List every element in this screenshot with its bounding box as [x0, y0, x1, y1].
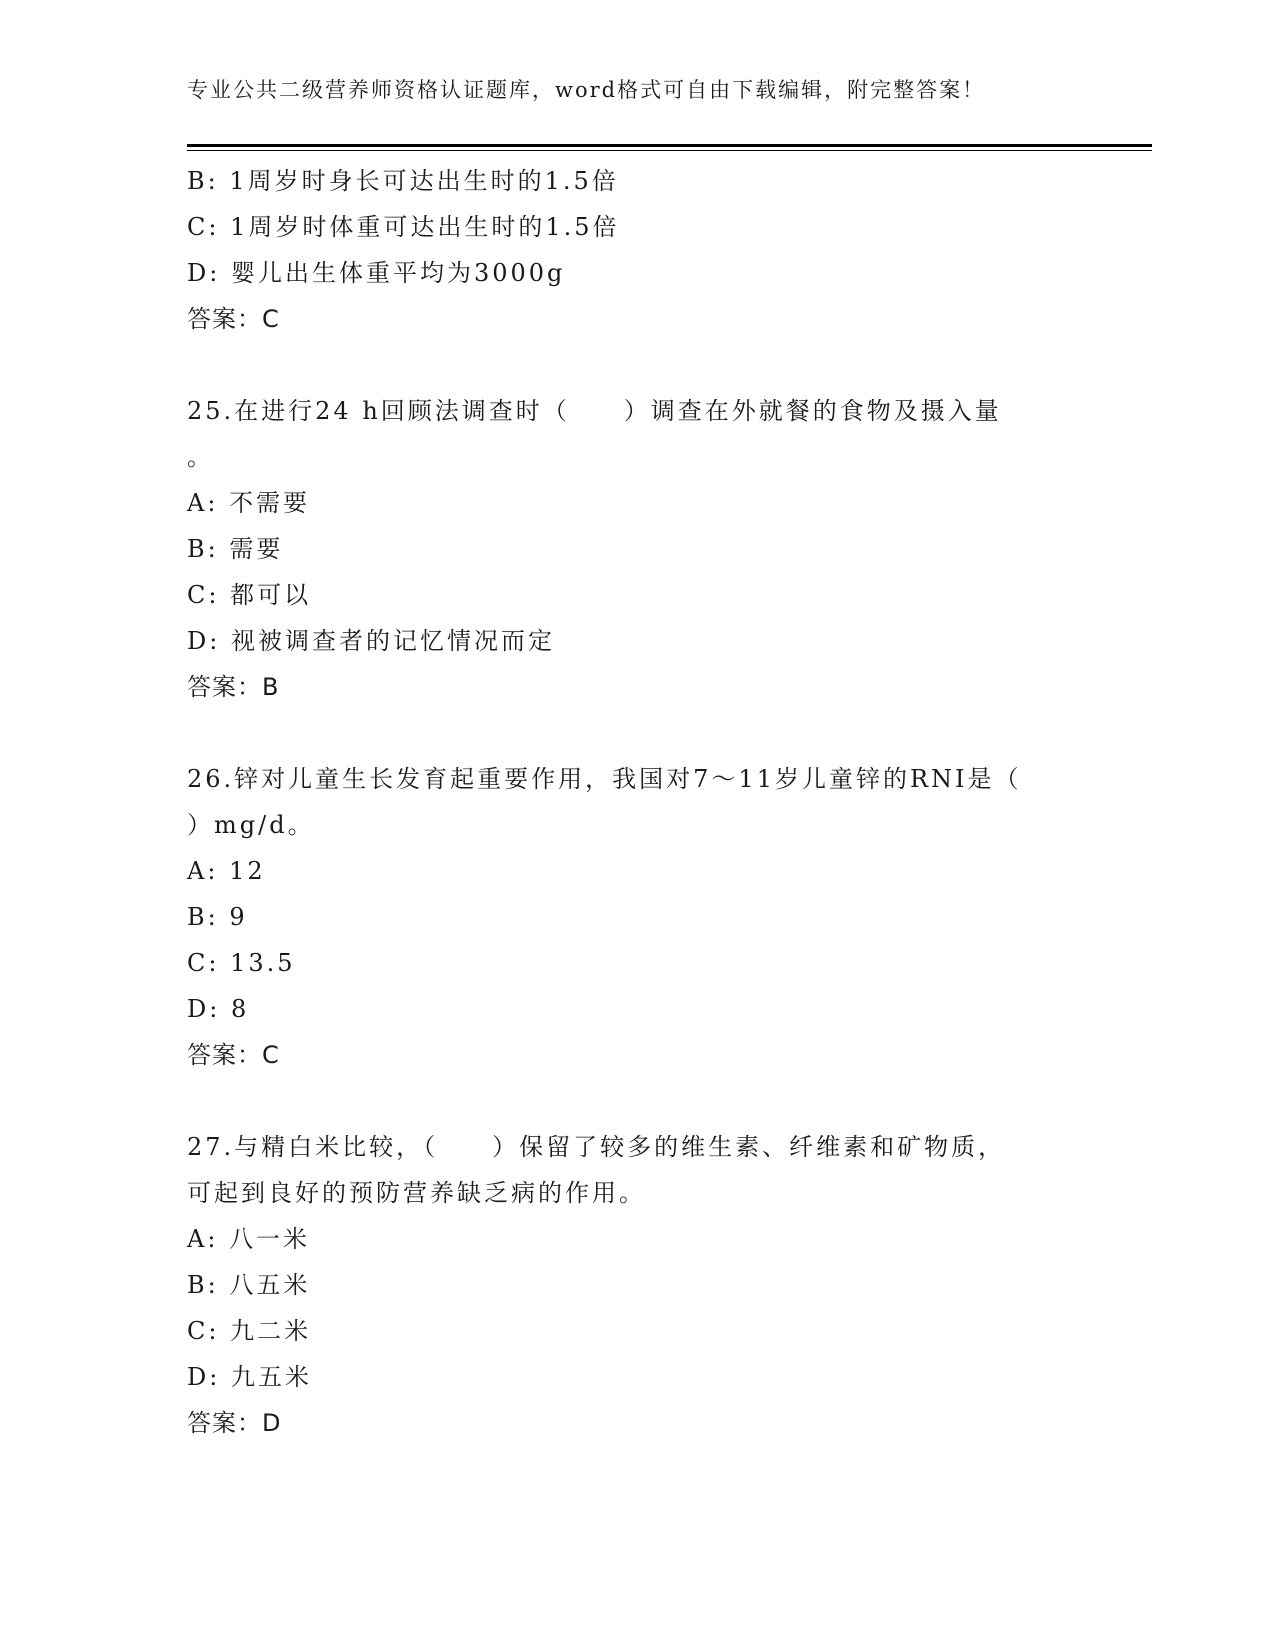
option-line	[187, 1216, 1087, 1262]
option-line	[187, 1308, 1087, 1354]
option-text: 13.5	[230, 949, 296, 977]
option-text: 视被调查者的记忆情况而定	[230, 627, 555, 655]
option-line	[187, 250, 1087, 296]
option-line	[187, 1262, 1087, 1308]
answer-line: 答案：B	[187, 673, 280, 701]
option-text: 婴儿出生体重平均为3000g	[230, 259, 566, 287]
answer-line: 答案：C	[187, 305, 280, 333]
option-line	[187, 986, 1087, 1032]
option-label: C:	[187, 1317, 220, 1345]
option-label: D:	[187, 259, 221, 287]
answer-line: 答案：D	[187, 1409, 282, 1437]
question-stem: 25.在进行24 h回顾法调查时（ ）调查在外就餐的食物及摄入量	[187, 397, 1002, 425]
question-list	[187, 158, 1087, 1446]
option-text: 1周岁时身长可达出生时的1.5倍	[229, 167, 619, 195]
answer-line: 答案：C	[187, 1041, 280, 1069]
option-line	[187, 940, 1087, 986]
option-line	[187, 618, 1087, 664]
question-stem: 27.与精白米比较，（ ）保留了较多的维生素、纤维素和矿物质，	[187, 1133, 1006, 1161]
option-label: B:	[187, 1271, 219, 1299]
option-label: D:	[187, 627, 221, 655]
option-line	[187, 158, 1087, 204]
option-label: A:	[187, 857, 219, 885]
option-label: B:	[187, 167, 219, 195]
option-text: 九五米	[230, 1363, 312, 1391]
option-line	[187, 526, 1087, 572]
option-text: 8	[230, 995, 250, 1023]
option-line	[187, 572, 1087, 618]
option-text: 9	[229, 903, 248, 931]
page-header: 专业公共二级营养师资格认证题库，word格式可自由下载编辑，附完整答案！	[187, 78, 986, 102]
option-label: D:	[187, 995, 221, 1023]
question-stem-cont: 。	[187, 443, 214, 471]
option-label: A:	[187, 489, 219, 517]
option-label: A:	[187, 1225, 219, 1253]
header-rule-thick	[187, 144, 1152, 147]
option-line	[187, 480, 1087, 526]
option-label: C:	[187, 581, 220, 609]
question-stem-cont: 可起到良好的预防营养缺乏病的作用。	[187, 1179, 646, 1207]
header-rule-thin	[187, 150, 1152, 151]
option-text: 需要	[229, 535, 284, 563]
option-text: 九二米	[230, 1317, 312, 1345]
option-line	[187, 848, 1087, 894]
option-line	[187, 1354, 1087, 1400]
option-text: 不需要	[229, 489, 311, 517]
option-label: B:	[187, 903, 219, 931]
option-line	[187, 894, 1087, 940]
option-line	[187, 204, 1087, 250]
option-label: B:	[187, 535, 219, 563]
option-text: 1周岁时体重可达出生时的1.5倍	[230, 213, 620, 241]
question-stem-cont: ）mg/d。	[187, 811, 315, 839]
option-text: 12	[229, 857, 266, 885]
question-stem: 26.锌对儿童生长发育起重要作用，我国对7～11岁儿童锌的RNI是（	[187, 765, 1022, 793]
option-text: 八一米	[229, 1225, 311, 1253]
option-label: D:	[187, 1363, 221, 1391]
option-text: 都可以	[230, 581, 312, 609]
option-text: 八五米	[229, 1271, 311, 1299]
option-label: C:	[187, 213, 220, 241]
option-label: C:	[187, 949, 220, 977]
